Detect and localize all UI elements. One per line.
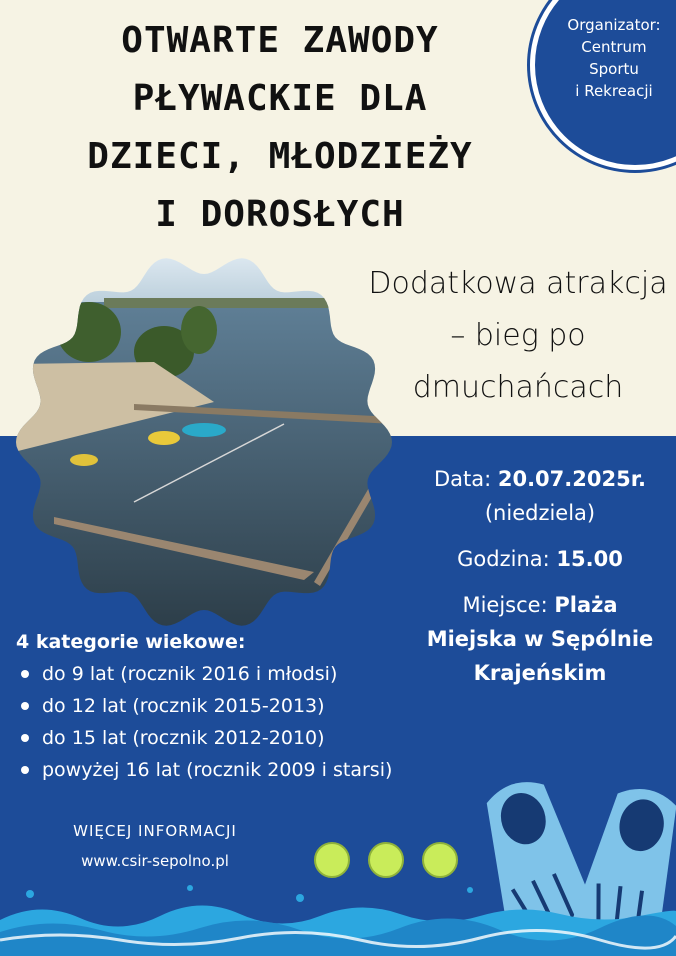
- organizer-text: [552, 14, 676, 102]
- organizer-line: Centrum: [581, 38, 647, 56]
- attraction-line: Dodatkowa atrakcja: [368, 266, 668, 301]
- organizer-line: Sportu: [589, 60, 639, 78]
- place-row: [410, 588, 670, 690]
- water-wave-icon: [0, 880, 676, 956]
- date-row: [410, 462, 670, 530]
- tennis-balls: [310, 842, 470, 882]
- poster-title: [30, 12, 530, 244]
- attraction-line: dmuchańcach: [412, 370, 624, 405]
- place-label: Miejsce:: [462, 593, 548, 617]
- more-info: [60, 816, 250, 876]
- category-item: do 12 lat (rocznik 2015-2013): [16, 690, 392, 722]
- weekday: (niedziela): [484, 501, 596, 525]
- tennis-ball-icon: [314, 842, 350, 878]
- time-value: 15.00: [556, 547, 623, 571]
- event-details: [410, 462, 670, 702]
- tennis-ball-icon: [368, 842, 404, 878]
- time-label: Godzina:: [457, 547, 550, 571]
- organizer-line: Organizator:: [567, 16, 661, 34]
- place-value: Miejska w Sępólnie: [426, 627, 654, 651]
- time-row: [410, 542, 670, 576]
- attraction-line: – bieg po: [450, 318, 586, 353]
- date-value: 20.07.2025r.: [497, 467, 647, 491]
- extra-attraction: [360, 258, 676, 414]
- categories-heading: 4 kategorie wiekowe:: [16, 631, 246, 653]
- title-line: I DOROSŁYCH: [155, 194, 405, 235]
- age-categories: [16, 626, 392, 786]
- place-value: Krajeńskim: [473, 661, 607, 685]
- website-link[interactable]: www.csir-sepolno.pl: [81, 852, 229, 870]
- beach-photo: [14, 252, 394, 632]
- tennis-ball-icon: [422, 842, 458, 878]
- category-item: powyżej 16 lat (rocznik 2009 i starsi): [16, 754, 392, 786]
- category-item: do 15 lat (rocznik 2012-2010): [16, 722, 392, 754]
- place-value: Plaża: [554, 593, 618, 617]
- more-info-label: WIĘCEJ INFORMACJI: [73, 822, 237, 840]
- organizer-line: i Rekreacji: [575, 82, 653, 100]
- title-line: DZIECI, MŁODZIEŻY: [87, 136, 473, 177]
- title-line: PŁYWACKIE DLA: [132, 78, 428, 119]
- category-item: do 9 lat (rocznik 2016 i młodsi): [16, 658, 392, 690]
- title-line: OTWARTE ZAWODY: [121, 20, 439, 61]
- categories-list: [16, 658, 392, 786]
- date-label: Data:: [433, 467, 492, 491]
